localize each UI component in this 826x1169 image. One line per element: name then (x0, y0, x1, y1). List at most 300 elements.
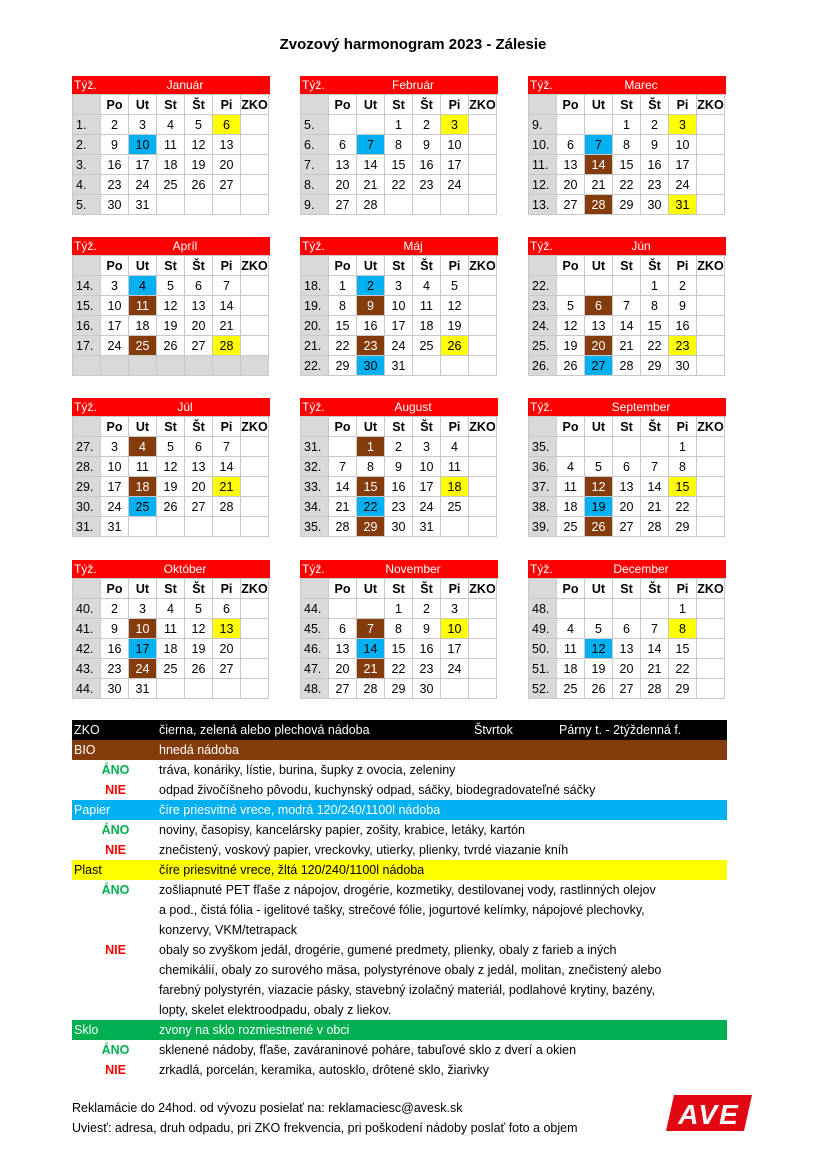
ave-logo (666, 1091, 754, 1135)
zko-cell (241, 195, 269, 215)
day-header: ZKO (697, 95, 725, 115)
day-cell: 4 (157, 115, 185, 135)
month-grid (528, 578, 726, 699)
day-cell: 29 (669, 517, 697, 537)
zko-cell (241, 296, 269, 316)
month-grid (528, 255, 726, 376)
day-cell: 19 (585, 497, 613, 517)
legend-line: tráva, konáriky, lístie, burina, šupky z ovocia, zeleniny (159, 763, 456, 777)
day-cell: 2 (357, 276, 385, 296)
week-number: 10. (529, 135, 557, 155)
day-cell: 22 (669, 659, 697, 679)
header-corner-cell (529, 95, 557, 115)
day-cell: 26 (157, 336, 185, 356)
day-cell: 10 (129, 619, 157, 639)
day-cell (441, 517, 469, 537)
day-cell: 15 (329, 316, 357, 336)
day-header: St (385, 95, 413, 115)
day-cell: 18 (557, 497, 585, 517)
day-cell: 20 (213, 155, 241, 175)
day-cell: 7 (357, 135, 385, 155)
day-cell: 25 (441, 497, 469, 517)
footer (72, 1098, 578, 1138)
day-cell: 24 (441, 175, 469, 195)
day-header: Ut (585, 579, 613, 599)
day-cell: 11 (129, 296, 157, 316)
day-cell (641, 599, 669, 619)
zko-cell (469, 296, 497, 316)
legend-papier-header (72, 800, 727, 820)
day-header: ZKO (697, 417, 725, 437)
zko-cell (241, 457, 269, 477)
day-cell (329, 599, 357, 619)
month-block (300, 237, 498, 376)
day-cell: 18 (157, 639, 185, 659)
zko-cell (469, 619, 497, 639)
zko-cell (697, 679, 725, 699)
day-header: Št (641, 256, 669, 276)
day-cell: 30 (641, 195, 669, 215)
zko-cell (469, 599, 497, 619)
day-cell: 9 (413, 135, 441, 155)
day-cell: 20 (213, 639, 241, 659)
day-cell: 6 (329, 135, 357, 155)
day-cell: 30 (101, 195, 129, 215)
day-cell: 27 (329, 679, 357, 699)
week-number: 35. (301, 517, 329, 537)
day-header: Po (101, 95, 129, 115)
zko-cell (241, 276, 269, 296)
day-cell: 15 (357, 477, 385, 497)
day-cell (613, 437, 641, 457)
day-cell: 8 (641, 296, 669, 316)
legend-key: Plast (74, 863, 102, 877)
week-label: Týž. (530, 400, 553, 414)
day-header: ZKO (469, 256, 497, 276)
legend-bio-header (72, 740, 727, 760)
day-cell (641, 437, 669, 457)
day-cell: 6 (213, 599, 241, 619)
month-grid (72, 94, 270, 215)
day-cell: 24 (129, 175, 157, 195)
day-cell: 27 (613, 679, 641, 699)
zko-cell (241, 619, 269, 639)
week-number: 11. (529, 155, 557, 175)
day-cell: 25 (129, 497, 157, 517)
week-number: 6. (301, 135, 329, 155)
day-cell: 18 (413, 316, 441, 336)
day-cell: 5 (157, 276, 185, 296)
week-number: 13. (529, 195, 557, 215)
day-cell: 3 (441, 599, 469, 619)
legend (72, 720, 727, 1080)
week-number: 9. (529, 115, 557, 135)
day-cell: 5 (557, 296, 585, 316)
day-cell: 17 (129, 639, 157, 659)
zko-cell (469, 497, 497, 517)
day-cell: 13 (185, 457, 213, 477)
day-header: Po (101, 256, 129, 276)
day-cell: 9 (101, 619, 129, 639)
week-number: 18. (301, 276, 329, 296)
day-cell: 14 (357, 639, 385, 659)
zko-cell (241, 316, 269, 336)
day-header: Št (413, 579, 441, 599)
header-corner-cell (529, 579, 557, 599)
day-cell (213, 195, 241, 215)
day-cell: 9 (413, 619, 441, 639)
day-cell (129, 356, 157, 376)
day-header: Pi (213, 95, 241, 115)
month-block (72, 560, 270, 699)
day-cell: 17 (101, 316, 129, 336)
no-label: NIE (105, 783, 126, 797)
day-cell (441, 679, 469, 699)
day-cell: 5 (157, 437, 185, 457)
legend-value: čierna, zelená alebo plechová nádoba (159, 723, 370, 737)
zko-cell (697, 336, 725, 356)
zko-cell (241, 135, 269, 155)
day-header: Ut (357, 579, 385, 599)
day-cell: 1 (385, 599, 413, 619)
day-header: Ut (129, 95, 157, 115)
day-cell: 15 (641, 316, 669, 336)
month-grid (72, 255, 270, 376)
week-number: 44. (73, 679, 101, 699)
day-cell: 17 (441, 155, 469, 175)
day-cell: 4 (413, 276, 441, 296)
day-cell: 22 (669, 497, 697, 517)
day-cell: 6 (213, 115, 241, 135)
zko-cell (697, 296, 725, 316)
week-label: Týž. (302, 562, 325, 576)
day-cell: 5 (585, 457, 613, 477)
day-cell: 18 (557, 659, 585, 679)
week-number: 51. (529, 659, 557, 679)
day-cell: 8 (669, 619, 697, 639)
day-header: ZKO (241, 579, 269, 599)
week-number: 47. (301, 659, 329, 679)
day-cell: 26 (585, 679, 613, 699)
day-header: Št (185, 95, 213, 115)
day-header: Št (413, 256, 441, 276)
day-cell: 21 (585, 175, 613, 195)
day-cell: 22 (385, 175, 413, 195)
day-cell (185, 195, 213, 215)
day-cell: 13 (557, 155, 585, 175)
day-cell: 14 (357, 155, 385, 175)
day-cell: 29 (357, 517, 385, 537)
zko-cell (697, 437, 725, 457)
week-number: 9. (301, 195, 329, 215)
day-cell: 6 (185, 437, 213, 457)
day-cell: 20 (185, 477, 213, 497)
week-number: 29. (73, 477, 101, 497)
day-header: St (613, 95, 641, 115)
day-header: Ut (357, 256, 385, 276)
week-number: 24. (529, 316, 557, 336)
week-number: 12. (529, 175, 557, 195)
month-name: Júl (177, 400, 193, 414)
day-header: Pi (441, 417, 469, 437)
day-cell: 7 (357, 619, 385, 639)
day-cell: 20 (185, 316, 213, 336)
day-cell: 16 (641, 155, 669, 175)
zko-cell (241, 497, 269, 517)
zko-cell (697, 517, 725, 537)
day-cell: 2 (101, 599, 129, 619)
legend-plast-no (72, 940, 727, 1020)
month-name: Jún (631, 239, 651, 253)
legend-line: konzervy, VKM/tetrapack (159, 923, 298, 937)
day-cell: 21 (613, 336, 641, 356)
legend-line: farebný polystyrén, viazacie pásky, stavebný izolačný materiál, podlahové krytiny, bazény, (159, 983, 656, 997)
day-cell (185, 517, 213, 537)
month-name: Marec (624, 78, 658, 92)
zko-cell (241, 175, 269, 195)
day-cell: 15 (385, 155, 413, 175)
day-cell: 6 (613, 619, 641, 639)
day-header: St (157, 95, 185, 115)
zko-cell (469, 477, 497, 497)
week-number: 7. (301, 155, 329, 175)
day-cell: 13 (613, 639, 641, 659)
day-cell: 26 (157, 497, 185, 517)
day-cell (357, 115, 385, 135)
day-cell: 16 (101, 155, 129, 175)
week-number: 49. (529, 619, 557, 639)
day-cell: 29 (669, 679, 697, 699)
legend-value: zvony na sklo rozmiestnené v obci (159, 1023, 350, 1037)
header-corner-cell (301, 95, 329, 115)
yes-label: ÁNO (101, 1043, 130, 1057)
day-cell: 20 (329, 659, 357, 679)
day-cell: 15 (613, 155, 641, 175)
day-header: Pi (669, 579, 697, 599)
day-cell: 22 (329, 336, 357, 356)
week-label: Týž. (302, 78, 325, 92)
day-cell (585, 599, 613, 619)
month-block (528, 237, 726, 376)
day-header: Po (329, 417, 357, 437)
day-cell: 21 (641, 659, 669, 679)
logo-text: AVE (678, 1099, 740, 1130)
day-cell: 29 (641, 356, 669, 376)
yes-label: ÁNO (101, 763, 130, 777)
week-number: 5. (73, 195, 101, 215)
header-corner-cell (301, 579, 329, 599)
day-header: Št (185, 256, 213, 276)
zko-cell (697, 115, 725, 135)
zko-cell (469, 115, 497, 135)
zko-cell (697, 276, 725, 296)
day-cell: 30 (413, 679, 441, 699)
day-cell: 9 (101, 135, 129, 155)
day-cell: 13 (213, 619, 241, 639)
month-header (300, 398, 498, 416)
zko-cell (697, 135, 725, 155)
zko-cell (697, 356, 725, 376)
week-label: Týž. (530, 239, 553, 253)
day-cell: 20 (613, 497, 641, 517)
day-cell: 8 (613, 135, 641, 155)
zko-cell (469, 195, 497, 215)
day-cell: 4 (557, 457, 585, 477)
zko-cell (241, 517, 269, 537)
zko-cell (697, 599, 725, 619)
legend-bio-yes (72, 760, 727, 780)
day-cell: 20 (557, 175, 585, 195)
legend-sklo-header (72, 1020, 727, 1040)
day-cell: 27 (185, 336, 213, 356)
day-cell: 24 (413, 497, 441, 517)
zko-cell (469, 457, 497, 477)
day-cell: 16 (413, 155, 441, 175)
day-cell: 14 (213, 457, 241, 477)
legend-plast-yes (72, 880, 727, 940)
zko-cell (469, 135, 497, 155)
day-cell: 29 (613, 195, 641, 215)
month-name: Január (166, 78, 204, 92)
day-cell: 1 (329, 276, 357, 296)
day-cell: 24 (669, 175, 697, 195)
day-cell: 12 (585, 477, 613, 497)
day-header: Po (557, 579, 585, 599)
day-cell: 3 (441, 115, 469, 135)
day-cell: 31 (129, 195, 157, 215)
week-number: 42. (73, 639, 101, 659)
day-cell: 21 (213, 477, 241, 497)
day-cell (441, 356, 469, 376)
day-cell (157, 356, 185, 376)
day-cell: 30 (669, 356, 697, 376)
day-cell: 4 (157, 599, 185, 619)
day-cell (613, 599, 641, 619)
month-grid (300, 255, 498, 376)
day-header: Pi (669, 256, 697, 276)
legend-line: zrkadlá, porcelán, keramika, autosklo, drôtené sklo, žiarivky (159, 1063, 490, 1077)
day-cell: 20 (329, 175, 357, 195)
header-corner-cell (529, 417, 557, 437)
month-block (72, 76, 270, 215)
week-number: 44. (301, 599, 329, 619)
day-cell: 23 (357, 336, 385, 356)
month-header (300, 237, 498, 255)
day-cell: 8 (385, 135, 413, 155)
day-cell: 7 (613, 296, 641, 316)
week-number: 26. (529, 356, 557, 376)
week-label: Týž. (530, 78, 553, 92)
day-header: Ut (129, 256, 157, 276)
day-header: St (613, 417, 641, 437)
day-cell: 5 (585, 619, 613, 639)
week-number: 45. (301, 619, 329, 639)
month-block (72, 398, 270, 537)
day-cell: 2 (641, 115, 669, 135)
day-header: Št (641, 95, 669, 115)
day-header: Št (413, 417, 441, 437)
day-cell: 1 (641, 276, 669, 296)
week-number: 38. (529, 497, 557, 517)
week-number: 41. (73, 619, 101, 639)
day-cell: 14 (585, 155, 613, 175)
month-name: December (613, 562, 669, 576)
legend-value: číre priesvitné vrece, modrá 120/240/1100l nádoba (159, 803, 441, 817)
day-cell (557, 599, 585, 619)
day-cell: 9 (357, 296, 385, 316)
month-name: Apríl (172, 239, 198, 253)
day-cell: 12 (441, 296, 469, 316)
day-header: Št (185, 579, 213, 599)
day-cell: 10 (441, 135, 469, 155)
zko-cell (469, 679, 497, 699)
month-header (72, 237, 270, 255)
day-cell: 2 (413, 599, 441, 619)
day-cell: 16 (385, 477, 413, 497)
day-cell: 18 (157, 155, 185, 175)
day-cell: 26 (185, 175, 213, 195)
day-cell: 21 (357, 659, 385, 679)
day-cell: 24 (441, 659, 469, 679)
month-header (528, 398, 726, 416)
day-cell: 14 (329, 477, 357, 497)
day-header: ZKO (241, 256, 269, 276)
month-block (528, 560, 726, 699)
day-cell: 3 (385, 276, 413, 296)
day-cell: 7 (641, 457, 669, 477)
day-cell: 3 (129, 599, 157, 619)
header-corner-cell (301, 256, 329, 276)
day-cell (129, 517, 157, 537)
day-cell (357, 599, 385, 619)
week-number: 19. (301, 296, 329, 316)
day-cell: 20 (585, 336, 613, 356)
day-cell: 26 (441, 336, 469, 356)
month-name: Február (391, 78, 435, 92)
day-header: ZKO (469, 579, 497, 599)
day-cell: 4 (441, 437, 469, 457)
week-number: 25. (529, 336, 557, 356)
day-cell: 17 (669, 155, 697, 175)
day-cell: 6 (585, 296, 613, 316)
day-cell: 5 (185, 115, 213, 135)
day-cell: 26 (585, 517, 613, 537)
day-cell: 12 (185, 619, 213, 639)
day-cell: 25 (157, 659, 185, 679)
day-cell: 14 (641, 477, 669, 497)
day-cell (613, 276, 641, 296)
day-cell: 13 (585, 316, 613, 336)
month-header (528, 560, 726, 578)
zko-cell (241, 437, 269, 457)
day-cell: 29 (385, 679, 413, 699)
day-cell: 8 (329, 296, 357, 316)
zko-cell (469, 639, 497, 659)
day-header: Pi (669, 95, 697, 115)
day-cell: 7 (213, 437, 241, 457)
day-cell: 31 (413, 517, 441, 537)
day-cell: 11 (157, 619, 185, 639)
month-block (72, 237, 270, 376)
day-cell: 23 (413, 659, 441, 679)
week-number: 1. (73, 115, 101, 135)
day-cell (157, 679, 185, 699)
day-cell: 19 (185, 155, 213, 175)
day-cell: 7 (641, 619, 669, 639)
zko-cell (697, 175, 725, 195)
day-cell: 27 (213, 659, 241, 679)
month-block (300, 560, 498, 699)
